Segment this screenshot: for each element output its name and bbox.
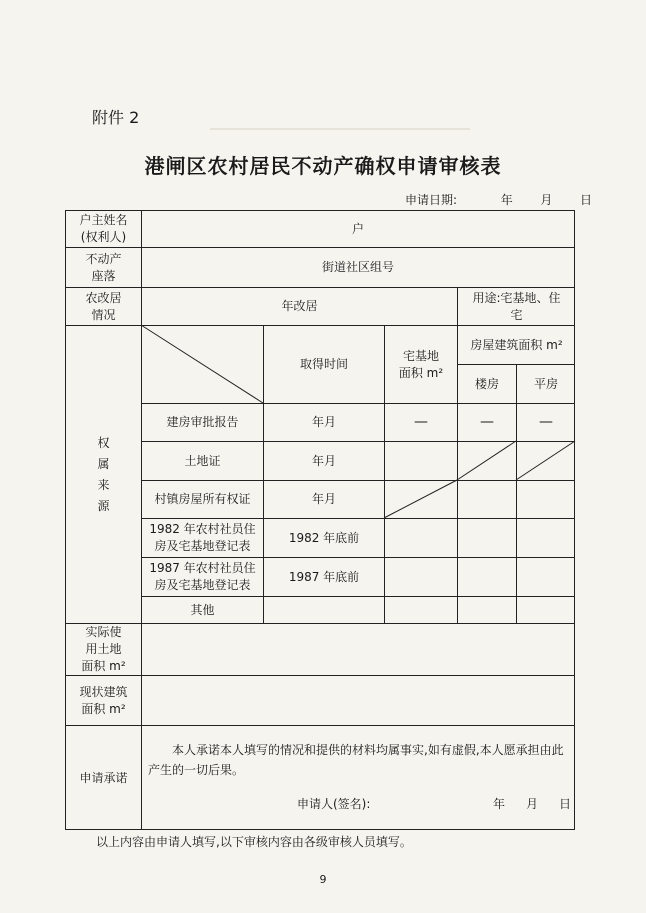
owner-label-line2: (权利人) (80, 230, 127, 244)
reform-label (66, 288, 141, 325)
faint-bleedthrough (210, 128, 470, 130)
applicant-signature-label[interactable]: 申请人(签名): (297, 797, 371, 811)
src-1982-time: 1982 年底前 (288, 530, 360, 545)
current-build-line1: 现状建筑 (79, 684, 128, 699)
usage-value-line2: 宅 (510, 307, 523, 322)
src-1987-label-line1: 1987 年农村社员住 (149, 561, 256, 575)
page-number: 9 (319, 873, 327, 886)
date-month: 月 (540, 193, 553, 207)
reform-label-line1: 农改居 (85, 290, 122, 305)
current-building-area-label (66, 676, 141, 725)
actual-land-area-label (66, 624, 141, 675)
src-1987-label (142, 558, 263, 596)
src-house-cert-bungalow[interactable] (517, 481, 575, 518)
src-approval-label: 建房审批报告 (166, 415, 239, 429)
src-house-cert-storey[interactable] (458, 481, 516, 518)
sign-month: 月 (526, 797, 539, 811)
form-title: 港闸区农村居民不动产确权申请审核表 (144, 154, 502, 178)
actual-land-area-value[interactable] (142, 624, 575, 675)
application-date (405, 191, 592, 208)
src-other-label: 其他 (190, 602, 215, 617)
source-label-char: 来 (97, 477, 110, 492)
footer-note: 以上内容由申请人填写,以下审核内容由各级审核人员填写。 (96, 835, 412, 849)
col-header-time: 取得时间 (299, 357, 348, 371)
col-header-homestead-line2: 面积 m² (398, 365, 444, 380)
src-land-cert-label: 土地证 (184, 453, 221, 468)
location-value[interactable]: 街道社区组号 (321, 260, 394, 274)
attachment-label: 附件 2 (92, 108, 140, 127)
usage-value[interactable] (458, 288, 575, 325)
src-1987-label-line2: 房及宅基地登记表 (154, 578, 251, 592)
src-land-cert-homestead[interactable] (385, 442, 457, 480)
source-label-char: 权 (97, 435, 110, 450)
sign-day: 日 (559, 797, 572, 811)
date-label: 申请日期: (405, 193, 458, 207)
col-header-building-area: 房屋建筑面积 m² (470, 337, 563, 352)
date-year: 年 (500, 193, 513, 207)
src-1987-time: 1987 年底前 (288, 569, 360, 584)
source-label (66, 326, 141, 623)
col-header-homestead (385, 326, 457, 403)
src-1982-label-line2: 房及宅基地登记表 (154, 539, 251, 553)
owner-label (66, 211, 141, 247)
src-1982-label (142, 519, 263, 557)
owner-label-line1: 户主姓名 (79, 213, 128, 227)
owner-value[interactable]: 户 (351, 221, 364, 236)
col-header-homestead-line1: 宅基地 (402, 348, 439, 363)
usage-value-line1: 用途:宅基地、住 (472, 290, 561, 305)
actual-land-line3: 面积 m² (81, 659, 126, 673)
reform-label-line2: 情况 (91, 307, 116, 322)
sign-year: 年 (493, 797, 506, 811)
pledge-text: 本人承诺本人填写的情况和提供的材料均属事实,如有虚假,本人愿承担由此产生的一切后果。 (148, 743, 564, 777)
src-land-cert-time[interactable]: 年月 (311, 453, 336, 468)
actual-land-line2: 用土地 (85, 642, 122, 656)
actual-land-line1: 实际使 (85, 625, 122, 639)
current-building-area-value[interactable] (142, 676, 575, 725)
src-house-cert-label: 村镇房屋所有权证 (154, 492, 251, 506)
source-label-char: 属 (97, 456, 110, 471)
col-header-storey: 楼房 (474, 376, 499, 391)
location-label-line1: 不动产 (85, 251, 122, 266)
src-house-cert-time[interactable]: 年月 (311, 492, 336, 506)
current-build-line2: 面积 m² (81, 701, 126, 716)
src-1982-label-line1: 1982 年农村社员住 (149, 522, 256, 536)
reform-value[interactable]: 年改居 (281, 299, 318, 313)
source-label-char: 源 (97, 498, 110, 513)
location-label-line2: 座落 (91, 268, 116, 283)
pledge-label: 申请承诺 (79, 770, 128, 785)
src-approval-bungalow-dash: — (539, 414, 553, 430)
src-approval-time[interactable]: 年月 (311, 415, 336, 429)
src-approval-storey-dash: — (480, 414, 494, 430)
col-header-bungalow: 平房 (533, 376, 558, 391)
src-approval-homestead-dash: — (414, 414, 428, 430)
location-label (66, 248, 141, 287)
date-day: 日 (580, 193, 593, 207)
